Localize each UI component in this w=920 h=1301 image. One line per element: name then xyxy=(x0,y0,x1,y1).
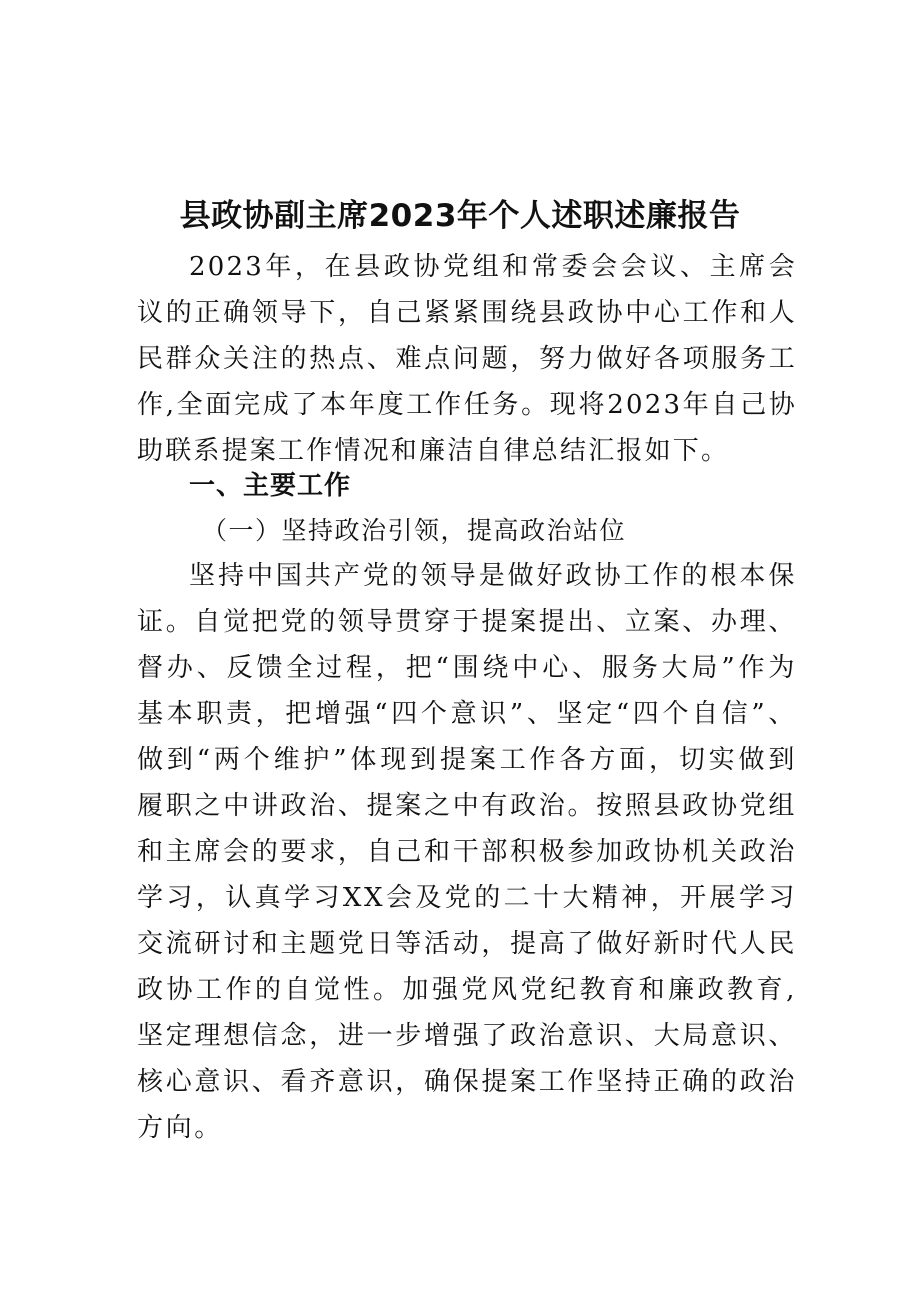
subsection-body-paragraph: 坚持中国共产党的领导是做好政协工作的根本保证。自觉把党的领导贯穿于提案提出、立案、办理、督办、反馈全过程，把“围绕中心、服务大局”作为基本职责，把增强“四个意识”、坚定“四个自信”、做到“两个维护”体现到提案工作各方面，切实做到履职之中讲政治、提案之中有政治。按照县政协党组和主席会的要求，自己和干部积极参加政协机关政治学习，认真学习XX会及党的二十大精神，开展学习交流研讨和主题党日等活动，提高了做好新时代人民政协工作的自觉性。加强党风党纪教育和廉政教育,坚定理想信念，进一步增强了政治意识、大局意识、核心意识、看齐意识，确保提案工作坚持正确的政治方向。 xyxy=(137,561,797,1143)
subsection-heading-political-guidance: （一）坚持政治引领，提高政治站位 xyxy=(202,516,627,545)
document-title: 县政协副主席2023年个人述职述廉报告 xyxy=(179,198,741,234)
intro-paragraph: 2023年，在县政协党组和常委会会议、主席会议的正确领导下，自己紧紧围绕县政协中心工作和人民群众关注的热点、难点问题，努力做好各项服务工作,全面完成了本年度工作任务。现将2023年自己协助联系提案工作情况和廉洁自律总结汇报如下。 xyxy=(137,252,797,466)
section-heading-main-work: 一、主要工作 xyxy=(189,471,352,501)
